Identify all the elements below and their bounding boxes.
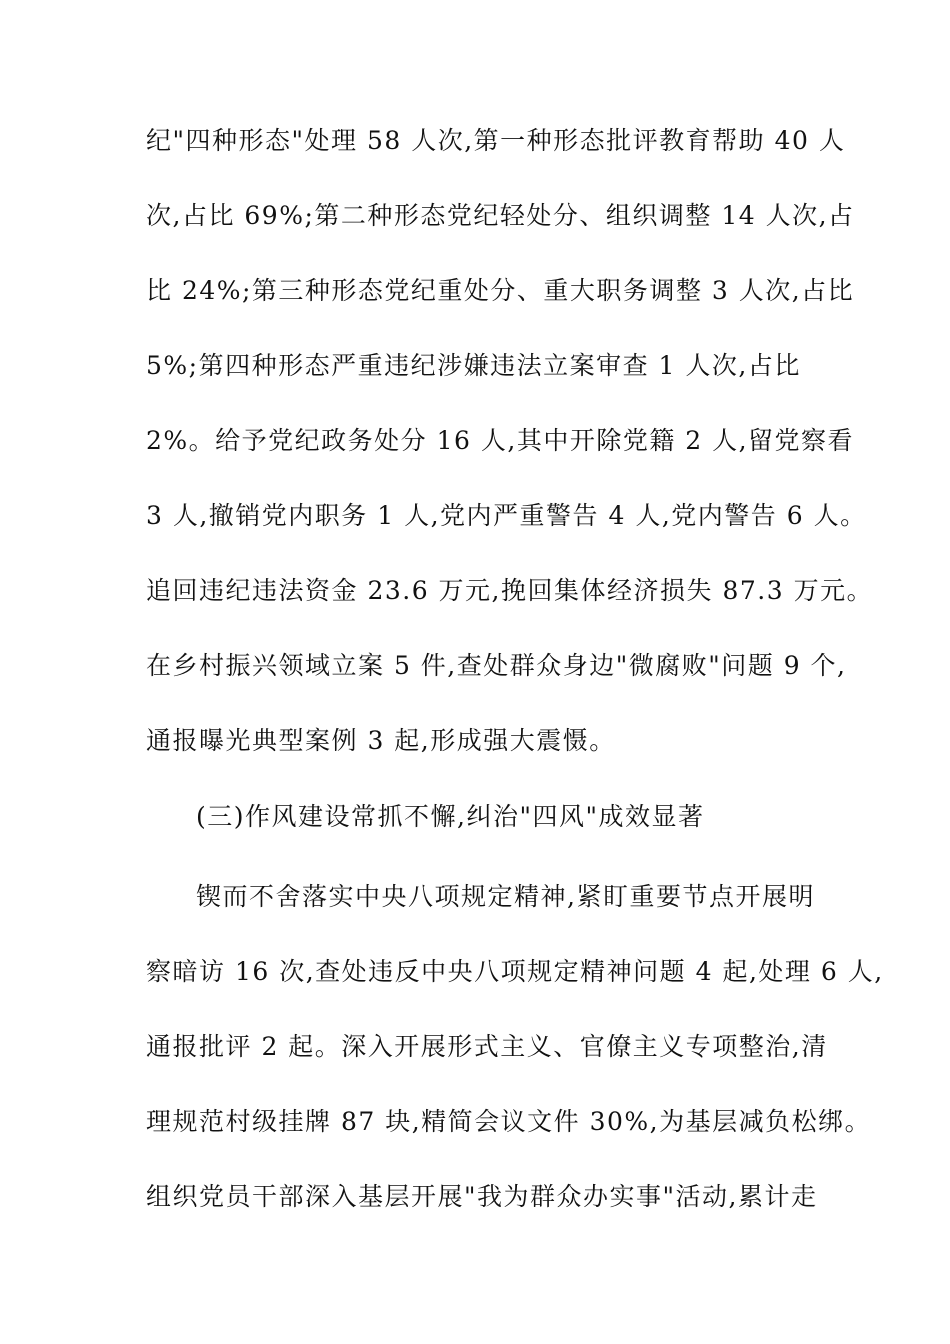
paragraph-line: 组织党员干部深入基层开展"我为群众办实事"活动,累计走: [146, 1182, 818, 1211]
text-line: 次,占比 69%;第二种形态党纪轻处分、组织调整 14 人次,占: [146, 201, 855, 230]
text-line: 3 人,撤销党内职务 1 人,党内严重警告 4 人,党内警告 6 人。: [146, 501, 867, 530]
text-line: 在乡村振兴领域立案 5 件,查处群众身边"微腐败"问题 9 个,: [146, 651, 847, 680]
text-line: 纪"四种形态"处理 58 人次,第一种形态批评教育帮助 40 人: [146, 126, 846, 155]
paragraph-line: 察暗访 16 次,查处违反中央八项规定精神问题 4 起,处理 6 人,: [146, 957, 884, 986]
text-line: 通报曝光典型案例 3 起,形成强大震慑。: [146, 726, 616, 755]
text-line: 追回违纪违法资金 23.6 万元,挽回集体经济损失 87.3 万元。: [146, 576, 874, 605]
paragraph-line: 锲而不舍落实中央八项规定精神,紧盯重要节点开展明: [196, 882, 815, 911]
text-line: 5%;第四种形态严重违纪涉嫌违法立案审查 1 人次,占比: [146, 351, 801, 380]
text-line: 比 24%;第三种形态党纪重处分、重大职务调整 3 人次,占比: [146, 276, 855, 305]
paragraph-line: 理规范村级挂牌 87 块,精简会议文件 30%,为基层减负松绑。: [146, 1107, 872, 1136]
section-heading: (三)作风建设常抓不懈,纠治"四风"成效显著: [196, 802, 705, 831]
paragraph-line: 通报批评 2 起。深入开展形式主义、官僚主义专项整治,清: [146, 1032, 828, 1061]
text-line: 2%。给予党纪政务处分 16 人,其中开除党籍 2 人,留党察看: [146, 426, 855, 455]
